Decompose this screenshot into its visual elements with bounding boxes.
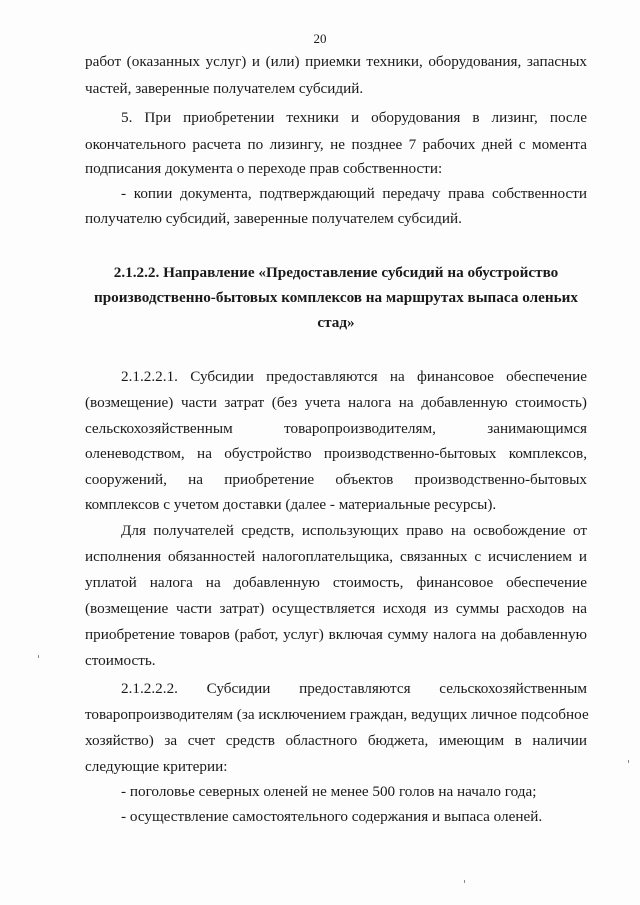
scan-artifact	[38, 655, 39, 658]
text-line: работ (оказанных услуг) и (или) приемки техники, оборудования, запасных	[85, 53, 587, 70]
text-line: подписания документа о переходе прав собственности:	[85, 160, 443, 177]
section-heading: стад»	[317, 314, 355, 331]
page-number: 20	[313, 31, 327, 46]
text-line: сооружений, на приобретение объектов производственно-бытовых	[85, 471, 587, 488]
text-line: следующие критерии:	[85, 758, 228, 775]
text-line: Для получателей средств, использующих право на освобождение от	[121, 522, 587, 539]
text-line: комплексов с учетом доставки (далее - материальные ресурсы).	[85, 496, 497, 513]
text-line: приобретение товаров (работ, услуг) включая сумму налога на добавленную	[85, 626, 587, 643]
text-line: (возмещение части затрат) осуществляется исходя из суммы расходов на	[85, 600, 587, 617]
text-line: 2.1.2.2.2. Субсидии предоставляются сельскохозяйственным	[121, 680, 587, 697]
scan-artifact	[464, 880, 465, 883]
section-heading: 2.1.2.2. Направление «Предоставление субсидий на обустройство	[113, 264, 559, 281]
text-line: хозяйство) за счет средств областного бюджета, имеющим в наличии	[85, 732, 587, 749]
text-line: 5. При приобретении техники и оборудования в лизинг, после	[121, 109, 587, 126]
text-line: - поголовье северных оленей не менее 500 голов на начало года;	[121, 783, 537, 800]
text-line: сельскохозяйственным товаропроизводителям, занимающимся	[85, 420, 587, 437]
scan-artifact	[628, 760, 629, 763]
text-line: оленеводством, на обустройство производственно-бытовых комплексов,	[85, 445, 587, 462]
text-line: окончательного расчета по лизингу, не позднее 7 рабочих дней с момента	[85, 136, 587, 153]
text-line: получателю субсидий, заверенные получателем субсидий.	[85, 210, 462, 227]
text-line: - осуществление самостоятельного содержания и выпаса оленей.	[121, 808, 543, 825]
text-line: (возмещение) части затрат (без учета налога на добавленную стоимость)	[85, 394, 587, 411]
section-heading: производственно-бытовых комплексов на маршрутах выпаса оленьих	[93, 289, 578, 306]
text-line: частей, заверенные получателем субсидий.	[85, 80, 364, 97]
text-line: исполнения обязанностей налогоплательщика, связанных с исчислением и	[85, 548, 587, 565]
text-line: товаропроизводителям (за исключением граждан, ведущих личное подсобное	[85, 706, 589, 723]
text-line: стоимость.	[85, 652, 156, 669]
text-line: уплатой налога на добавленную стоимость, финансовое обеспечение	[85, 574, 587, 591]
text-line: - копии документа, подтверждающий передачу права собственности	[121, 185, 587, 202]
text-line: 2.1.2.2.1. Субсидии предоставляются на финансовое обеспечение	[121, 368, 587, 385]
